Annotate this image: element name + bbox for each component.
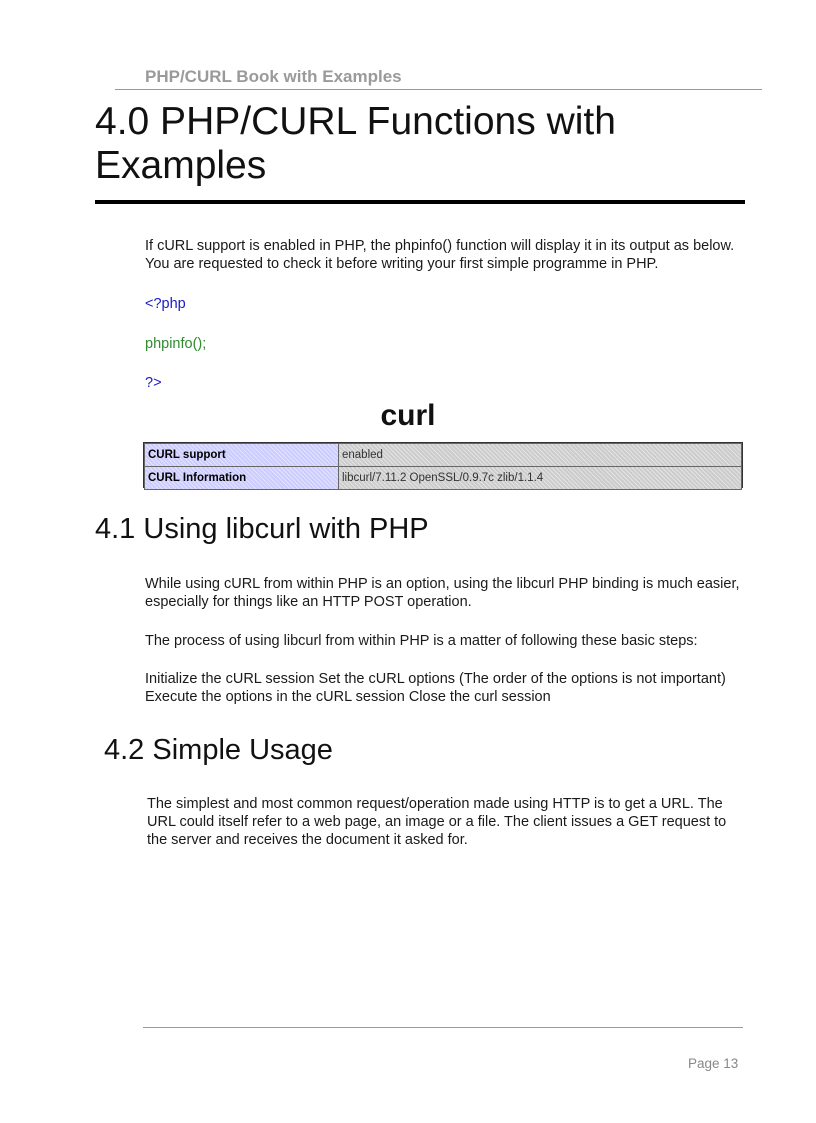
phpinfo-curl-heading: curl — [380, 399, 436, 432]
footer-divider — [143, 1027, 743, 1028]
curl-information-value: libcurl/7.11.2 OpenSSL/0.9.7c zlib/1.1.4 — [339, 467, 742, 490]
table-row — [145, 444, 742, 467]
header-divider — [115, 89, 762, 90]
chapter-intro-paragraph: If cURL support is enabled in PHP, the phpinfo() function will display it in its output as below. You are requested to check it before writing your first simple programme in PHP. — [145, 238, 735, 272]
section-4-2-title: 4.2 Simple Usage — [104, 734, 333, 766]
code-php-open-tag: <?php — [145, 296, 186, 312]
page-number: Page 13 — [688, 1056, 739, 1071]
chapter-title-rule — [95, 200, 745, 204]
curl-support-label: CURL support — [145, 444, 339, 467]
running-header-title: PHP/CURL Book with Examples — [145, 67, 402, 86]
table-row — [145, 467, 742, 490]
curl-support-value: enabled — [339, 444, 742, 467]
code-phpinfo-call: phpinfo(); — [145, 336, 207, 352]
code-php-close-tag: ?> — [145, 375, 162, 391]
chapter-title: 4.0 PHP/CURL Functions with Examples — [95, 100, 616, 187]
section-4-1-paragraph-3: Initialize the cURL session Set the cURL options (The order of the options is not important) Execute the options in the cURL session Close the curl session — [145, 671, 726, 705]
section-4-2-paragraph-1: The simplest and most common request/operation made using HTTP is to get a URL. The URL could itself refer to a web page, an image or a file. The client issues a GET request to the server and receives the document it asked for. — [147, 796, 727, 848]
section-4-1-title: 4.1 Using libcurl with PHP — [95, 513, 429, 545]
section-4-1-paragraph-1: While using cURL from within PHP is an option, using the libcurl PHP binding is much easier, especially for things like an HTTP POST operation. — [145, 576, 740, 610]
phpinfo-curl-table — [143, 442, 743, 488]
curl-information-label: CURL Information — [145, 467, 339, 490]
section-4-1-paragraph-2: The process of using libcurl from within PHP is a matter of following these basic steps: — [145, 633, 698, 649]
